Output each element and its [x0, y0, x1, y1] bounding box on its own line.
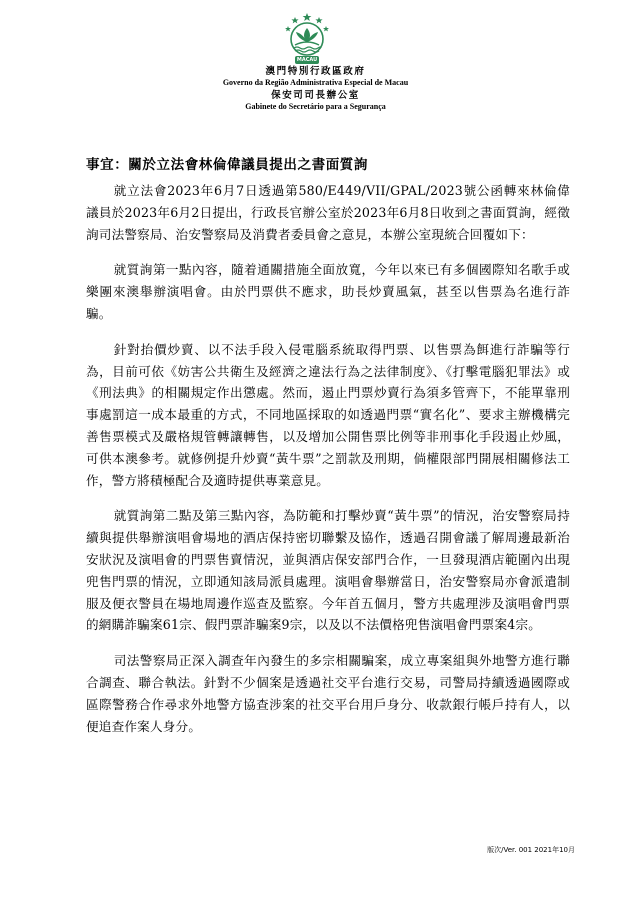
version-footer: 版次/Ver. 001 2021年10月 — [487, 846, 575, 854]
office-name-cn: 保安司司長辦公室 — [271, 90, 360, 101]
paragraph-4: 就質詢第二點及第三點內容，為防範和打擊炒賣“黃牛票”的情況，治安警察局持續與提供舉辦演唱會場地的酒店保持密切聯繫及協作，透過召開會議了解周邊最新治安狀況及演唱會的門票售賣情況，並與酒店保安部門合作，一旦發現酒店範圍內出現兜售門票的情況，立即通知該局派員處理。演唱會舉辦當日，治安警察局亦會派遣制服及便衣警員在場地周邊作巡查及監察。今年首五個月，警方共處理涉及演唱會門票的網購詐騙案61宗、假門票詐騙案9宗，以及以不法價格兜售演唱會門票案4宗。 — [86, 508, 570, 633]
office-name-pt: Gabinete do Secretário para a Segurança — [245, 102, 386, 111]
paragraph-3: 針對抬價炒賣、以不法手段入侵電腦系統取得門票、以售票為餌進行詐騙等行為，目前可依《妨害公共衛生及經濟之違法行為之法律制度》、《打擊電腦犯罪法》或《刑法典》的相關規定作出懲處。然而，遏止門票炒賣行為須多管齊下，不能單靠刑事處罰這一成本最重的方式，不同地區採取的如透過門票“實名化”、要求主辦機構完善售票模式及嚴格規管轉讓轉售，以及增加公開售票比例等非刑事化手段遏止炒風，可供本澳參考。就修例提升炒賣“黃牛票”之罰款及刑期，倘權限部門開展相關修法工作，警方將積極配合及適時提供專業意見。 — [86, 341, 570, 488]
emblem-label: MACAU — [296, 57, 318, 63]
subject-heading: 事宜：關於立法會林倫偉議員提出之書面質詢 — [86, 157, 368, 173]
government-name-pt: Governo da Região Administrativa Especial de Macau — [222, 78, 409, 87]
paragraph-1: 就立法會2023年6月7日透過第580/E449/VII/GPAL/2023號公函轉來林倫偉議員於2023年6月2日提出，行政長官辦公室於2023年6月8日收到之書面質詢，經徵詢司法警察局、治安警察局及消費者委員會之意見，本辦公室現統合回覆如下： — [86, 183, 570, 242]
letterhead — [0, 66, 631, 112]
government-name-cn: 澳門特別行政區政府 — [265, 66, 366, 77]
letter-body — [86, 180, 570, 751]
paragraph-2: 就質詢第一點內容，隨着通關措施全面放寬，今年以來已有多個國際知名歌手或樂團來澳舉辦演唱會。由於門票供不應求，助長炒賣風氣，甚至以售票為名進行詐騙。 — [86, 262, 570, 321]
paragraph-5: 司法警察局正深入調查年內發生的多宗相關騙案，成立專案組與外地警方進行聯合調查、聯合執法。針對不少個案是透過社交平台進行交易，司警局持續透過國際或區際警務合作尋求外地警方協查涉案的社交平台用戶身分、收款銀行帳戶持有人，以便追查作案人身分。 — [86, 653, 570, 734]
